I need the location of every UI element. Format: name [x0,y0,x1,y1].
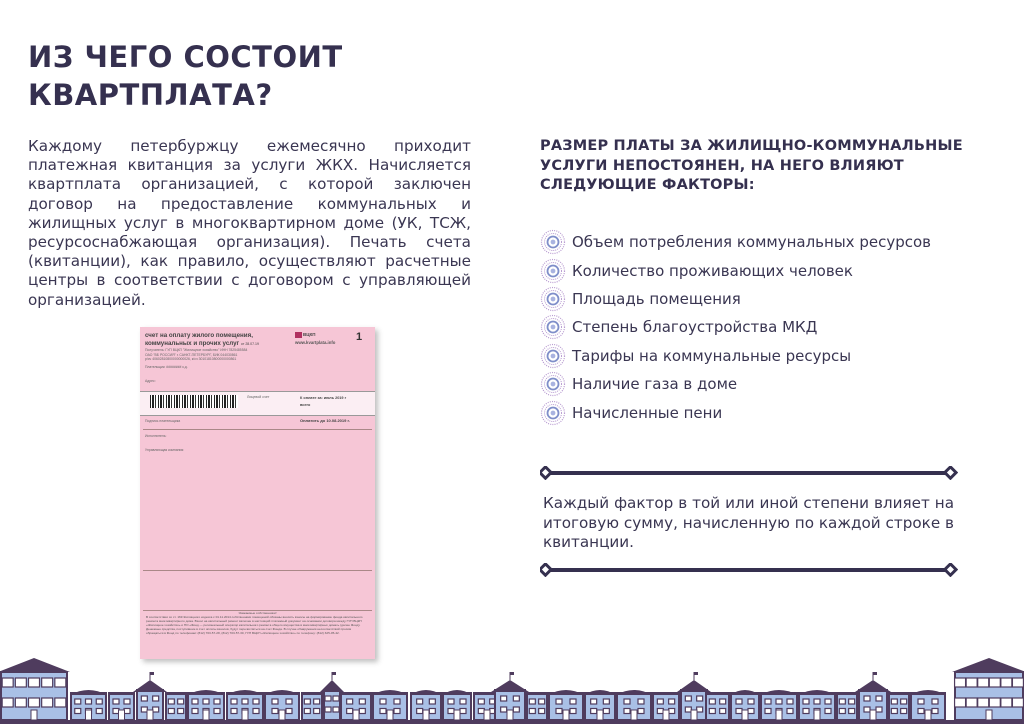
house-icon [706,693,729,720]
concentric-circle-bullet-icon [540,314,566,340]
window-icon [141,707,147,712]
window-icon [539,699,545,704]
window-icon [932,699,938,704]
page-title [28,38,343,114]
door-icon [242,710,248,720]
factors-note: Каждый фактор в той или иной степени влияет на итоговую сумму, начисленную по каждой строке в квитанции. [543,494,954,551]
house-icon [889,693,909,720]
roof-icon [677,680,711,692]
roof-icon [526,692,548,695]
window-icon [529,699,535,704]
window-icon [1012,698,1023,707]
roof-icon [133,680,167,692]
door-icon [925,710,931,720]
window-icon [876,707,882,712]
window-icon [603,709,609,714]
door-icon [986,710,992,720]
receipt-account-label: Лицевой счет [247,395,270,399]
window-icon [513,707,519,712]
window-icon [570,709,576,714]
roof-icon [616,690,652,695]
window-icon [529,709,535,714]
door-icon [423,710,429,720]
door-icon [387,710,393,720]
window-icon [192,699,198,704]
window-icon [776,699,782,704]
window-icon [657,699,663,704]
receipt-total-label: всего [300,403,311,407]
door-icon [119,710,125,720]
factor-label: Объем потребления коммунальных ресурсов [572,233,931,252]
door-icon [353,710,359,720]
window-icon [359,699,365,704]
window-icon [96,709,102,714]
door-icon [870,710,876,720]
window-icon [75,699,81,704]
houses-skyline-illustration [0,650,1024,724]
window-icon [1012,678,1023,687]
door-icon [279,710,285,720]
window-icon [989,698,1000,707]
window-icon [203,699,209,704]
window-icon [765,699,771,704]
window-icon [849,709,855,714]
intro-paragraph: Каждому петербуржцу ежемесячно приходит платежная квитанция за услуги ЖКХ. Начисляется квартплата организацией, с которой заключен договор на предоставление коммунальных и жилищных услуг в многоквартирном доме (УК, ТСЖ, ресурсоснабжающая организация). Печать счета (квитанции), как правило, осуществляют расчетные центры в соответствии с договором с управляющей организацией. [28,137,471,309]
window-icon [556,709,562,714]
roof-icon [491,680,529,692]
window-icon [304,709,310,714]
window-icon [839,709,845,714]
window-icon [153,696,159,701]
door-icon [31,710,37,720]
concentric-circle-bullet-icon [540,343,566,369]
factor-item [540,313,931,341]
window-icon [333,707,339,712]
receipt-site: www.kvartplata.info [295,340,336,345]
window-icon [513,696,519,701]
window-icon [448,699,454,704]
window-icon [15,678,26,687]
diamond-icon [540,467,551,478]
flag-icon [694,672,698,675]
roof-icon [888,692,910,695]
house-icon [166,693,186,720]
window-icon [891,709,897,714]
window-icon [314,709,320,714]
window-icon [55,678,66,687]
window-icon [460,709,466,714]
door-icon [631,710,637,720]
window-icon [697,707,703,712]
window-icon [864,696,870,701]
receipt-title: счет на оплату жилого помещения, коммунальных и прочих услуг от 28.07.19 [145,332,259,347]
window-icon [460,699,466,704]
roof-icon [910,690,946,695]
window-icon [272,709,278,714]
roof-icon [226,690,264,695]
window-icon [272,699,278,704]
diamond-icon [945,564,956,575]
flag-icon [873,672,877,675]
receipt-page-number: 1 [356,331,363,343]
roof-icon [70,690,107,695]
window-icon [178,709,184,714]
door-icon [776,710,782,720]
barcode-icon [150,395,238,408]
concentric-circle-bullet-icon [540,258,566,284]
window-icon [141,696,147,701]
window-icon [86,699,92,704]
window-icon [966,698,977,707]
window-icon [839,699,845,704]
roof-icon [301,692,323,695]
receipt-recipient-1: Получатель: ГУП ВЦКП "Жилищное хозяйство" ИНН 7825485584 [145,348,248,352]
window-icon [214,699,220,704]
diamond-icon [540,564,551,575]
window-icon [748,709,754,714]
window-icon [966,678,977,687]
window-icon [42,698,53,707]
window-icon [124,699,130,704]
window-icon [253,699,259,704]
window-icon [325,707,331,712]
receipt-notice [146,612,369,635]
window-icon [955,678,966,687]
window-icon [657,709,663,714]
window-icon [736,709,742,714]
receipt-logo: ВЦКП [295,332,316,338]
roof-icon [187,690,225,695]
window-icon [347,709,353,714]
window-icon [231,699,237,704]
title-line-2: КВАРТПЛАТА? [28,78,273,112]
receipt-divider [143,570,372,571]
window-icon [825,699,831,704]
window-icon [720,709,726,714]
house-icon [837,693,857,720]
window-icon [989,678,1000,687]
window-icon [168,709,174,714]
receipt-recipient-3: р/сч 40602810800000000026, к/сч 30101810800000000861 [145,357,237,361]
window-icon [501,696,507,701]
factors-heading: РАЗМЕР ПЛАТЫ ЗА ЖИЛИЩНО-КОММУНАЛЬНЫЕ УСЛУГИ НЕПОСТОЯНЕН, НА НЕГО ВЛИЯЮТ СЛЕДУЮЩИЕ ФАКТОРЫ: [540,138,963,193]
receipt-illustration [140,327,375,659]
window-icon [1001,698,1012,707]
window-icon [918,699,924,704]
window-icon [891,699,897,704]
window-icon [669,699,675,704]
receipt-pay-label: К оплате за: июль 2019 г всего [300,396,347,407]
window-icon [113,699,119,704]
window-icon [709,709,715,714]
window-icon [429,709,435,714]
roof-icon [108,692,135,695]
roof-icon [652,692,680,695]
window-icon [214,709,220,714]
window-icon [685,707,691,712]
window-icon [178,699,184,704]
window-icon [96,699,102,704]
receipt-date: от 28.07.19 [240,341,259,346]
door-icon [454,710,460,720]
window-icon [918,709,924,714]
window-icon [314,699,320,704]
receipt-signature-label: Подпись плательщика [145,419,181,423]
flag-icon [150,672,154,675]
window-icon [570,699,576,704]
window-icon [286,709,292,714]
logo-square-icon [295,332,302,338]
window-icon [1001,678,1012,687]
roof-icon [952,658,1024,672]
window-icon [624,699,630,704]
door-icon [86,710,92,720]
window-icon [394,709,400,714]
house-icon [302,693,322,720]
window-icon [153,707,159,712]
window-icon [539,709,545,714]
window-icon [448,709,454,714]
window-icon [380,709,386,714]
diamond-divider-bottom [540,563,958,577]
window-icon [242,699,248,704]
factor-label: Количество проживающих человек [572,261,853,280]
roof-icon [372,690,408,695]
window-icon [697,696,703,701]
door-icon [507,710,513,720]
receipt-divider [143,429,372,430]
window-icon [42,678,53,687]
door-icon [147,710,153,720]
window-icon [231,709,237,714]
window-icon [55,698,66,707]
ground-line [0,720,1024,724]
window-icon [748,699,754,704]
window-icon [380,699,386,704]
receipt-payer: Плательщик: ######## к.д. [145,365,188,369]
roof-icon [264,690,300,695]
window-icon [720,699,726,704]
door-icon [814,710,820,720]
concentric-circle-bullet-icon [540,371,566,397]
window-icon [685,696,691,701]
receipt-address: Адрес: [145,379,156,383]
window-icon [347,699,353,704]
window-icon [591,699,597,704]
title-line-1: ИЗ ЧЕГО СОСТОИТ [28,40,343,74]
factor-label: Наличие газа в доме [572,375,738,394]
window-icon [192,709,198,714]
window-icon [901,709,907,714]
window-icon [825,709,831,714]
window-icon [417,709,423,714]
concentric-circle-bullet-icon [540,400,566,426]
door-icon [663,710,669,720]
window-icon [978,678,989,687]
door-icon [484,710,490,720]
factor-label: Тарифы на коммунальные ресурсы [572,346,852,365]
concentric-circle-bullet-icon [540,229,566,255]
roof-icon [410,690,442,695]
window-icon [394,699,400,704]
roof-icon [855,680,891,692]
roof-icon [836,692,858,695]
factor-label: Степень благоустройства МКД [572,318,818,337]
window-icon [932,709,938,714]
window-icon [478,699,484,704]
factor-item [540,398,931,426]
house-icon [324,690,340,720]
door-icon [203,710,209,720]
door-icon [597,710,603,720]
roof-icon [798,690,836,695]
window-icon [325,696,331,701]
window-icon [603,699,609,704]
window-icon [787,709,793,714]
concentric-circle-bullet-icon [540,286,566,312]
diamond-divider-top [540,466,958,480]
window-icon [814,699,820,704]
factor-item [540,285,931,313]
factor-item [540,228,931,256]
window-icon [978,698,989,707]
window-icon [669,709,675,714]
receipt-due-date: Оплатить до 10.08.2019 г. [300,418,350,423]
window-icon [709,699,715,704]
window-icon [849,699,855,704]
roof-icon [705,692,730,695]
window-icon [787,699,793,704]
factor-item [540,342,931,370]
roof-icon [584,690,616,695]
roof-icon [340,692,372,695]
window-icon [638,709,644,714]
window-icon [29,698,40,707]
door-icon [563,710,569,720]
receipt-barcode-band [140,391,375,416]
roof-icon [442,690,472,695]
roof-icon [730,690,760,695]
window-icon [359,709,365,714]
window-icon [75,709,81,714]
roof-icon [760,690,798,695]
roof-icon [548,690,584,695]
window-icon [168,699,174,704]
door-icon [691,710,697,720]
roof-icon [165,692,187,695]
flag-icon [510,672,514,675]
window-icon [803,709,809,714]
factor-item [540,256,931,284]
factor-label: Начисленные пени [572,403,723,422]
window-icon [2,678,13,687]
window-icon [304,699,310,704]
window-icon [15,698,26,707]
factor-list [540,228,931,427]
window-icon [478,709,484,714]
window-icon [556,699,562,704]
receipt-notice-text: В соответствии со ст. 169 Жилищного кодекса с 01.11.2014 собственники помещений обязаны вносить взносы на формирование фонда капитального ремонта многоквартирного дома. Взнос на капитальный ремонт включен в настоящий платежный документ на основании договора между ГУП ВЦКП «Жилищное хозяйство» и НО «Фонд — региональный оператор капитального ремонта общего имущества в многоквартирных домах» (далее Фонд). Денежные средства, поступившие в счет оплаты взносов, будут перечисляться на счет Фонда. В случае обнаружения несоответствий просим обращаться в Фонд по телефонам: (812) 703-57-28, (812) 703-57-30, ГУП ВЦКП «Жилищное хозяйство» по телефону: (812) 325-05-42. [146,614,363,635]
window-icon [876,696,882,701]
window-icon [333,696,339,701]
diamond-icon [945,467,956,478]
window-icon [286,699,292,704]
window-icon [253,709,259,714]
flag-icon [332,672,336,675]
receipt-executor-label: Исполнитель: [145,434,167,438]
window-icon [864,707,870,712]
house-icon [527,693,547,720]
window-icon [736,699,742,704]
window-icon [638,699,644,704]
window-icon [501,707,507,712]
receipt-management-label: Управляющая компания: [145,448,185,452]
window-icon [955,698,966,707]
window-icon [624,709,630,714]
receipt-notice-heading: Уважаемые собственники! [238,611,277,615]
door-icon [742,710,748,720]
roof-icon [0,658,70,672]
window-icon [901,699,907,704]
window-icon [765,709,771,714]
roof-icon [320,680,344,692]
factor-item [540,370,931,398]
window-icon [803,699,809,704]
window-icon [417,699,423,704]
window-icon [591,709,597,714]
receipt-recipient-2: ОАО "ВБ РОССИЯ" г. САНКТ-ПЕТЕРБУРГ, БИК 044030861 [145,352,238,357]
window-icon [2,698,13,707]
window-icon [29,678,40,687]
window-icon [429,699,435,704]
factor-label: Площадь помещения [572,289,741,308]
